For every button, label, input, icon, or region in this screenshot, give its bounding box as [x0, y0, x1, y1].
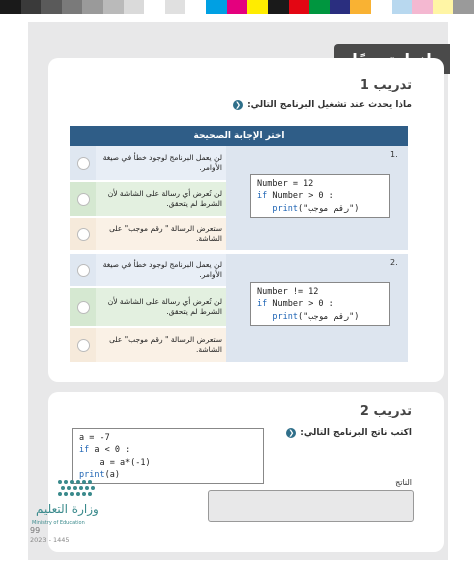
code-line: Number = 12: [257, 179, 314, 189]
ministry-name-arabic: وزارة التعليم: [36, 502, 99, 516]
option-text: ستعرض الرسالة " رقم موجب" على الشاشة.: [96, 328, 226, 362]
item-2-number: 2.: [390, 258, 398, 267]
edition-year: 2023 - 1445: [30, 536, 70, 544]
code-line: if Number > 0 :: [257, 191, 334, 202]
option-row[interactable]: [70, 182, 226, 216]
result-label: الناتج: [395, 478, 412, 487]
code-line: a = -7: [79, 433, 110, 443]
exercise-1-title: تدريب 1: [359, 78, 412, 93]
option-text: لن تُعرض أي رسالة على الشاشة لأن الشرط لم يتحقق.: [96, 288, 226, 326]
exercise-1-question-text: ماذا يحدث عند تشغيل البرنامج التالي:: [247, 100, 412, 110]
exercise-2-title: تدريب 2: [359, 404, 412, 419]
item-2-code: [250, 282, 390, 326]
code-line: print("رقم موجب"): [272, 203, 360, 214]
radio-circle[interactable]: [77, 339, 90, 352]
table-header: [70, 126, 408, 146]
item-2-options: [70, 254, 226, 362]
item-1-options: [70, 146, 226, 250]
item-1-code: [250, 174, 390, 218]
code-line: print("رقم موجب"): [272, 311, 360, 322]
exercise-1-question: [233, 100, 412, 110]
arrow-bullet-icon: ❮: [233, 100, 243, 110]
radio-circle[interactable]: [77, 157, 90, 170]
option-text: ستعرض الرسالة " رقم موجب" على الشاشة.: [96, 218, 226, 250]
option-row[interactable]: [70, 288, 226, 326]
print-color-bar: [0, 0, 474, 14]
result-answer-box[interactable]: [208, 490, 414, 522]
radio-circle[interactable]: [77, 228, 90, 241]
exercise-2-question-text: اكتب ناتج البرنامج التالي:: [300, 428, 412, 438]
radio-circle[interactable]: [77, 301, 90, 314]
option-row[interactable]: [70, 218, 226, 250]
code-line: if a < 0 :: [79, 445, 131, 456]
option-row[interactable]: [70, 328, 226, 362]
code-line: if Number > 0 :: [257, 299, 334, 310]
ministry-logo-icon: [56, 478, 98, 502]
code-line: Number != 12: [257, 287, 319, 297]
option-row[interactable]: [70, 254, 226, 286]
arrow-bullet-icon: ❮: [286, 428, 296, 438]
option-row[interactable]: [70, 146, 226, 180]
exercise-2-question: [286, 428, 412, 438]
exercise-2-code: [72, 428, 264, 484]
radio-circle[interactable]: [77, 264, 90, 277]
page-number: 99: [30, 526, 41, 535]
option-text: لن تُعرض أي رسالة على الشاشة لأن الشرط لم يتحقق.: [96, 182, 226, 216]
radio-circle[interactable]: [77, 193, 90, 206]
option-text: لن يعمل البرنامج لوجود خطأ في صيغة الأوامر.: [96, 146, 226, 180]
item-1-number: 1.: [390, 150, 398, 159]
table-header-text: اختر الإجابة الصحيحة: [193, 131, 285, 141]
code-line: print(a): [79, 469, 120, 480]
option-text: لن يعمل البرنامج لوجود خطأ في صيغة الأوامر.: [96, 254, 226, 286]
code-line: a = a*(-1): [79, 457, 151, 468]
ministry-name-english: Ministry of Education: [32, 520, 85, 526]
